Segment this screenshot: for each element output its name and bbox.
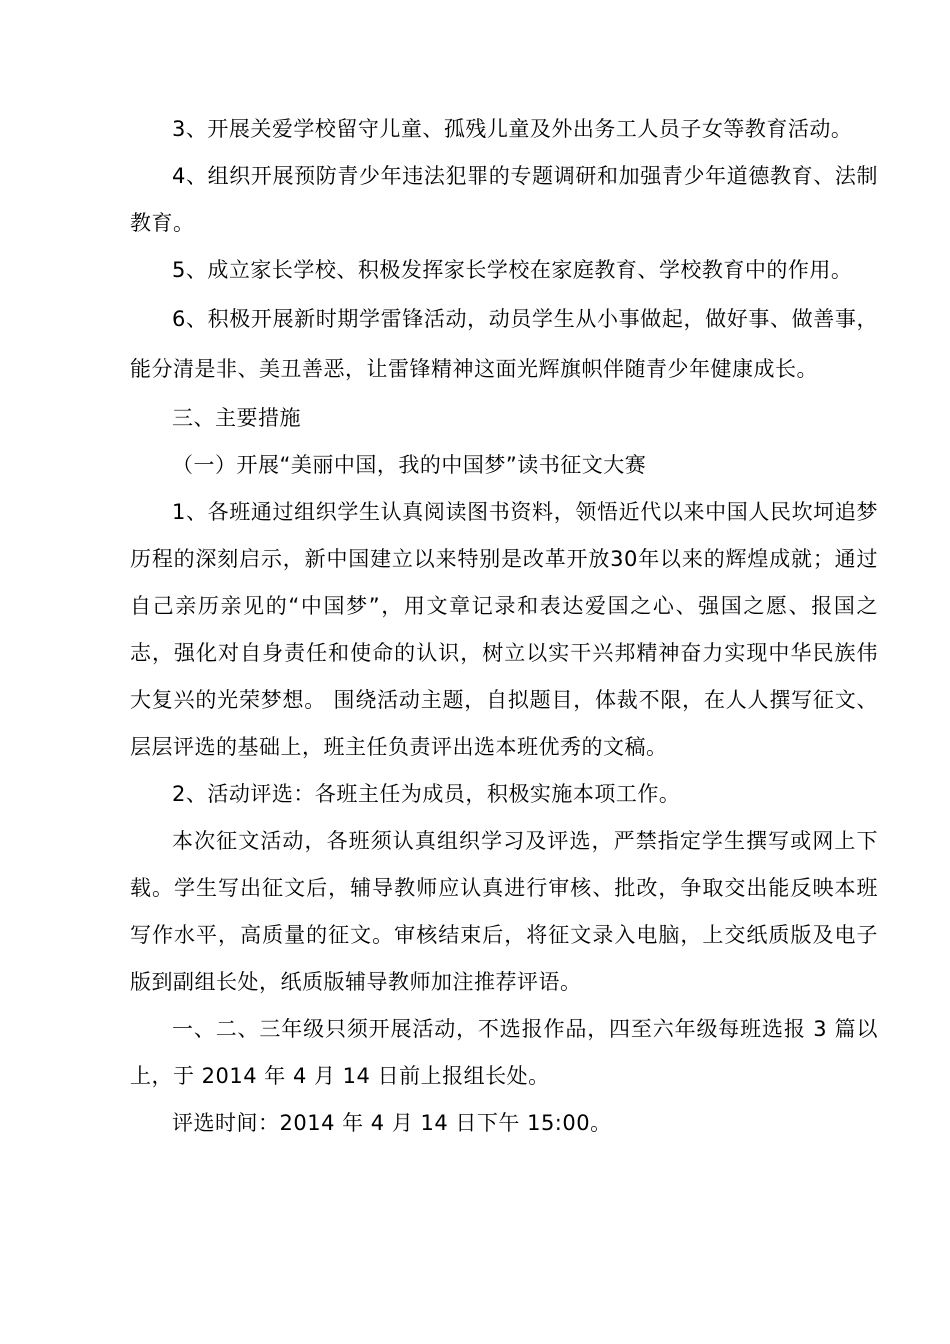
section-heading-measures: 三、主要措施 bbox=[172, 406, 301, 430]
paragraph-item-6: 6、积极开展新时期学雷锋活动，动员学生从小事做起，做好事、做善事，能分清是非、美丑善恶，让雷锋精神这面光辉旗帜伴随青少年健康成长。 bbox=[130, 307, 878, 381]
paragraph-contest-1: 1、各班通过组织学生认真阅读图书资料，领悟近代以来中国人民坎坷追梦历程的深刻启示，新中国建立以来特别是改革开放30年以来的辉煌成就；通过自己亲历亲见的“中国梦”，用文章记录和表达爱国之心、强国之愿、报国之志，强化对自身责任和使命的认识，树立以实干兴邦精神奋力实现中华民族伟大复兴的光荣梦想。 围绕活动主题，自拟题目，体裁不限，在人人撰写征文、层层评选的基础上，班主任负责评出选本班优秀的文稿。 bbox=[130, 500, 878, 759]
paragraph-grade-submission: 一、二、三年级只须开展活动，不选报作品，四至六年级每班选报 3 篇以上，于 2014 年 4 月 14 日前上报组长处。 bbox=[130, 1017, 878, 1088]
document-body bbox=[130, 106, 878, 1147]
subsection-heading-essay-contest: （一）开展“美丽中国，我的中国梦”读书征文大赛 bbox=[172, 453, 647, 477]
paragraph-item-5: 5、成立家长学校、积极发挥家长学校在家庭教育、学校教育中的作用。 bbox=[172, 258, 853, 282]
paragraph-item-4: 4、组织开展预防青少年违法犯罪的专题调研和加强青少年道德教育、法制教育。 bbox=[130, 164, 878, 235]
paragraph-item-3: 3、开展关爱学校留守儿童、孤残儿童及外出务工人员子女等教育活动。 bbox=[172, 117, 853, 141]
paragraph-contest-2: 2、活动评选：各班主任为成员，积极实施本项工作。 bbox=[172, 782, 681, 806]
paragraph-evaluation-time: 评选时间：2014 年 4 月 14 日下午 15:00。 bbox=[172, 1111, 612, 1135]
paragraph-essay-rules: 本次征文活动，各班须认真组织学习及评选，严禁指定学生撰写或网上下载。学生写出征文后，辅导教师应认真进行审核、批改，争取交出能反映本班写作水平，高质量的征文。审核结束后，将征文录入电脑，上交纸质版及电子版到副组长处，纸质版辅导教师加注推荐评语。 bbox=[130, 829, 878, 994]
